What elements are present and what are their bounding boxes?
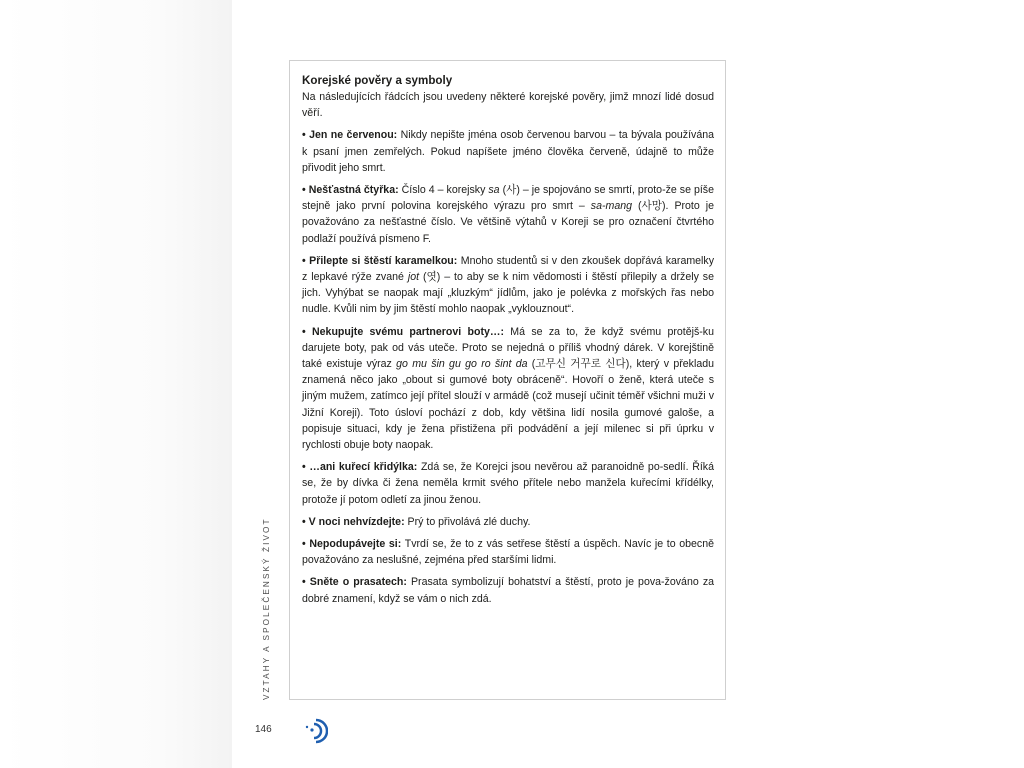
superstition-entry — [302, 536, 714, 568]
superstition-entry — [302, 182, 714, 247]
section-title: Korejské pověry a symboly — [302, 74, 453, 87]
superstition-entry — [302, 574, 714, 606]
entry-lead: • Nekupujte svému partnerovi boty…: — [302, 325, 504, 338]
chapter-label: VZTAHY A SPOLEČENSKÝ ŽIVOT — [262, 517, 271, 700]
entry-text: (고무신 거꾸로 신다), který v překladu znamená něco jako „obout si gumové boty obráceně“. Hovoří o ženě, která uteče s jiným mužem, zatímco její přítel slouží v armádě (což musejí učinit téměř všichni muži v Jižní Koreji). Toto úsloví pochází z dob, kdy většina lidí nosila gumové galoše, a popisuje situaci, kdy je žena přistižena při podvádění a její milenec si při úprku v rychlosti obuje boty naopak. — [302, 358, 714, 452]
entry-text: Zdá se, že Korejci jsou nevěrou až paranoidně po-sedlí. Říká se, že by dívka či žena neměla krmit svého přítele nebo manžela kuřecími křídélky, protože jí potom odletí za jinou ženou. — [302, 461, 714, 506]
entry-text: (사) – je spojováno se smrtí, proto-že se píše stejně jako první polovina korejského výrazu pro smrt – — [302, 184, 714, 213]
entry-term: sa — [488, 184, 500, 197]
entry-text: (엿) – to aby se k nim vědomosti i štěstí přilepily a držely se jich. Vyhýbat se naopak mají „kluzkým“ jídlům, jako je polévka z mořských řas nebo nudle. Kvůli nim by jim štěstí mohlo naopak „vyklouznout“. — [302, 271, 714, 316]
section-intro: Na následujících řádcích jsou uvedeny některé korejské pověry, jimž mnozí lidé dosud věří. — [302, 91, 714, 120]
superstition-entry — [302, 127, 714, 176]
entry-text: Má se za to, že když svému protějš-ku darujete boty, pak od vás uteče. Proto se nejedná o příliš vhodný dárek. V korejštině také existuje výraz — [302, 325, 715, 371]
entry-lead: • Nepodupávejte si: — [302, 538, 402, 551]
entry-text: Prý to přivolává zlé duchy. — [404, 515, 531, 528]
entry-text: Tvrdí se, že to z vás setřese štěstí a úspěch. Navíc je to obecně považováno za neslušné, zejména před staršími lidmi. — [302, 538, 714, 567]
entry-term: go mu šin gu go ro šint da — [396, 358, 528, 371]
entry-term: sa-mang — [590, 200, 633, 213]
left-margin-shade — [0, 0, 232, 768]
entry-text: Mnoho studentů si v den zkoušek dopřává karamelky z lepkavé rýže zvané — [302, 254, 715, 284]
entry-text: Číslo 4 – korejsky — [398, 184, 489, 197]
superstition-entry — [302, 324, 714, 454]
superstition-entry — [302, 253, 714, 318]
entry-term: jot — [407, 271, 420, 284]
stylized-waves-logo-icon — [232, 712, 328, 752]
entry-text: Prasata symbolizují bohatství a štěstí, proto je pova-žováno za dobré znamení, když se vám o nich zdá. — [302, 576, 715, 605]
entry-lead: • …ani kuřecí křidýlka: — [302, 461, 418, 474]
info-box-content — [302, 73, 714, 613]
entry-lead: • Sněte o prasatech: — [302, 576, 407, 589]
entry-text: (사망). Proto je považováno za nešťastné číslo. Ve většině výtahů v Koreji se pro označení čtvrtého podlaží používá písmeno F. — [302, 200, 714, 245]
entry-text: Nikdy nepište jména osob červenou barvou – ta bývala používána k psaní jmen zemřelých. Pokud napíšete jméno člověka červeně, údajně to může přivodit jeho smrt. — [302, 129, 714, 174]
entry-lead: • V noci nehvízdejte: — [302, 515, 405, 528]
entry-lead: • Jen ne červenou: — [302, 129, 398, 142]
superstition-entry — [302, 459, 714, 508]
entry-lead: • Přilepte si štěstí karamelkou: — [302, 254, 458, 267]
superstition-list — [302, 127, 714, 606]
page-number: 146 — [255, 724, 272, 735]
entry-lead: • Nešťastná čtyřka: — [302, 184, 399, 197]
superstition-entry — [302, 514, 714, 530]
